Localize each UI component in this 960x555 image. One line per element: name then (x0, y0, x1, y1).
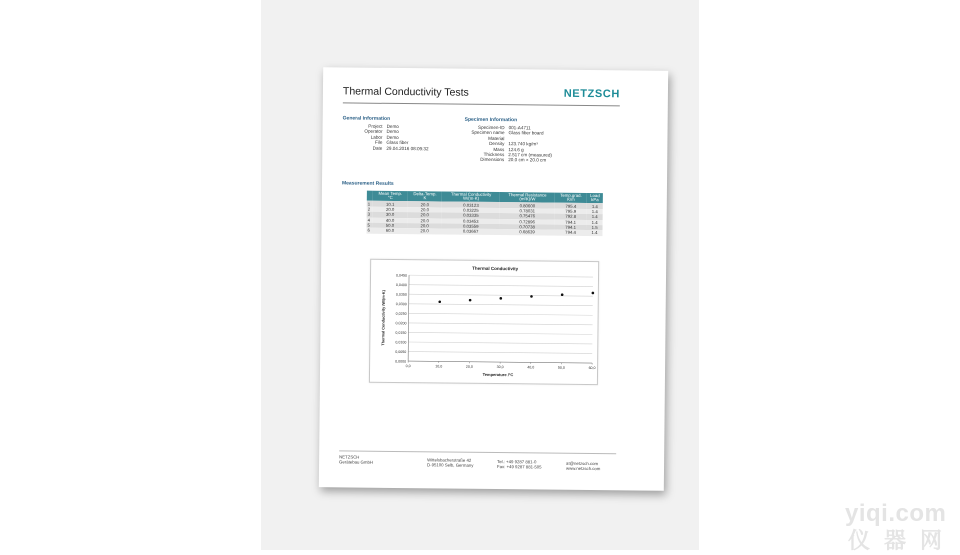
report-page (319, 67, 668, 491)
measurement-results-table (366, 191, 602, 236)
table-cell: 1.4 (587, 203, 603, 209)
info-key: Specimen name (465, 130, 509, 136)
data-point (469, 299, 472, 302)
info-key: Labor (342, 134, 386, 140)
footer-line: Fax: +49 9287 881-505 (497, 464, 542, 470)
table-cell: 20.0 (407, 223, 441, 229)
info-value: 29.04.2016 08:09:32 (386, 145, 428, 151)
document-title: Thermal Conductivity Tests (343, 85, 469, 98)
general-info-list (342, 123, 428, 151)
header-name: Load (588, 194, 602, 199)
info-key: Dimensions (464, 157, 508, 163)
general-info-heading: General Information (343, 115, 391, 121)
info-row (342, 145, 428, 151)
footer-line: Gerätebau GmbH (339, 460, 373, 466)
table-cell: 0.78031 (500, 208, 555, 214)
header-unit: K/m (556, 198, 586, 203)
header-name: Temp.grad. (556, 193, 586, 198)
header-unit: W/(m·K) (443, 197, 499, 202)
info-value: 123.740 kg/m³ (508, 141, 537, 147)
data-point (499, 297, 502, 300)
table-cell: 1 (367, 201, 373, 206)
footer-line: Tel.: +49 9287 881-0 (497, 459, 542, 465)
table-cell: 1.4 (587, 209, 603, 215)
y-tick-label: 0,0400 (396, 283, 407, 287)
data-point (592, 292, 595, 295)
table-cell: 0.70738 (500, 224, 555, 230)
info-key: Date (342, 145, 386, 151)
header-unit: K (409, 196, 441, 201)
table-cell: 0.75476 (500, 213, 555, 219)
table-header-cell (408, 191, 442, 202)
table-cell: 0.03453 (442, 218, 500, 224)
info-row (464, 157, 552, 163)
info-key: File (342, 140, 386, 146)
info-key: Thickness (464, 152, 508, 158)
specimen-info-list (464, 125, 552, 164)
x-tick-label: 20,0 (466, 365, 473, 369)
y-tick-label: 0,0350 (396, 293, 407, 297)
info-key: Operator (343, 129, 387, 135)
specimen-info-heading: Specimen Information (465, 117, 518, 124)
info-value: Demo (387, 124, 399, 130)
info-key: Specimen-ID (465, 125, 509, 131)
header-unit: kPa (588, 198, 602, 203)
thermal-conductivity-chart (369, 259, 599, 385)
table-cell: 0.72896 (500, 219, 555, 225)
footer-divider (339, 450, 616, 454)
gridline (409, 275, 593, 277)
table-cell: 0.80600 (500, 202, 555, 208)
info-key: Mass (464, 146, 508, 152)
gridline (408, 352, 592, 354)
y-axis-label: Thermal Conductivity /W/(m·K) (381, 289, 386, 345)
gridline (409, 294, 593, 296)
info-key: Density (464, 141, 508, 147)
chart-svg (370, 260, 598, 384)
table-cell: 795.4 (555, 203, 587, 209)
table-cell: 1.4 (587, 214, 603, 220)
table-cell: 0.03123 (442, 202, 500, 208)
header-divider (343, 102, 620, 106)
footer-phone (497, 459, 542, 470)
gridline (409, 323, 593, 325)
table-cell: 794.4 (555, 230, 587, 236)
footer-address (427, 457, 473, 468)
info-value: Demo (387, 129, 399, 135)
y-tick-label: 0,0050 (395, 350, 406, 354)
table-cell: 40.0 (373, 217, 408, 223)
info-key: Project (343, 123, 387, 129)
measurement-results-heading: Measurement Results (342, 180, 394, 187)
info-value: Demo (386, 135, 398, 141)
watermark-domain: yiqi.com (845, 500, 946, 528)
table-cell: 20.0 (408, 207, 442, 213)
table-cell: 792.8 (555, 214, 587, 220)
table-cell: 794.1 (555, 225, 587, 231)
header-name: Delta-Temp. (409, 192, 441, 197)
y-tick-label: 0,0150 (395, 331, 406, 335)
table-cell: 30.0 (373, 212, 408, 218)
info-key: Material (464, 136, 508, 142)
footer-line: www.netzsch.com (566, 466, 600, 472)
x-axis-label: Temperature /°C (483, 372, 514, 377)
y-tick-label: 0,0000 (395, 359, 406, 363)
table-cell: 20.0 (373, 207, 408, 213)
table-cell: 1.4 (587, 220, 603, 226)
footer-company (339, 454, 373, 465)
watermark-chinese: 仪器网 (848, 524, 956, 555)
x-tick-label: 60,0 (589, 366, 596, 370)
header-unit: (m²K)/W (501, 197, 554, 202)
table-header-cell (373, 191, 408, 202)
footer-line: at@netzsch.com (566, 461, 600, 467)
y-tick-label: 0,0250 (396, 312, 407, 316)
x-tick-label: 50,0 (558, 366, 565, 370)
table-cell: 1.4 (587, 230, 603, 236)
table-header-cell (555, 193, 587, 204)
info-value: 20.0 cm × 20.0 cm (508, 158, 546, 164)
y-axis-line (408, 275, 409, 361)
table-cell: 20.0 (408, 212, 442, 218)
table-cell: 5 (367, 223, 373, 228)
table-cell: 20.0 (407, 228, 441, 234)
y-tick-label: 0,0450 (396, 273, 407, 277)
footer-contact (566, 461, 601, 472)
table-cell: 3 (367, 212, 373, 217)
table-cell: 0.03559 (442, 223, 500, 229)
info-value: 001-A4711 (509, 125, 531, 131)
table-cell: 20.0 (408, 202, 442, 208)
info-value: Glass fiber board (508, 131, 543, 137)
gridline (409, 313, 593, 315)
x-tick-label: 30,0 (497, 365, 504, 369)
footer-line: Wittelsbacherstraße 42 (427, 457, 473, 463)
gridline (408, 332, 592, 334)
table-cell: 795.9 (555, 208, 587, 214)
table-cell: 0.03335 (442, 213, 500, 219)
table-cell: 1.5 (587, 225, 603, 231)
info-value: 124.6 g (508, 147, 523, 153)
netzsch-logo: NETZSCH (564, 88, 620, 101)
table-cell: 794.1 (555, 219, 587, 225)
gridline (408, 342, 592, 344)
table-cell: 10.1 (373, 201, 408, 207)
y-tick-label: 0,0200 (396, 321, 407, 325)
x-tick-label: 40,0 (527, 365, 534, 369)
header-unit: °C (374, 196, 407, 201)
table-cell: 6 (366, 228, 372, 233)
table-cell: 0.03667 (442, 229, 500, 235)
data-point (438, 300, 441, 303)
table-cell: 0.68639 (500, 229, 555, 235)
gridline (409, 285, 593, 287)
gridline (409, 304, 593, 306)
table-cell: 4 (367, 217, 373, 222)
footer-line: NETZSCH (339, 454, 373, 460)
table-cell: 2 (367, 206, 373, 211)
info-value: 2.517 cm (measured) (508, 152, 552, 158)
table-header-cell (500, 192, 555, 203)
table-cell: 0.03225 (442, 207, 500, 213)
header-name: Thermal Resistance (501, 193, 554, 198)
chart-title: Thermal Conductivity (472, 266, 519, 271)
x-tick-label: 0,0 (406, 364, 411, 368)
y-tick-label: 0,0100 (395, 340, 406, 344)
table-cell: 50.0 (373, 223, 408, 229)
table-cell: 20.0 (407, 218, 441, 224)
x-tick-label: 10,0 (435, 364, 442, 368)
footer-line: D-95100 Selb, Germany (427, 463, 473, 469)
table-header-cell (587, 193, 603, 204)
info-value: Glass fiber (386, 140, 408, 146)
table-header-cell (442, 191, 500, 202)
header-name: Thermal Conductivity (443, 192, 499, 197)
header-name: Mean Temp. (374, 192, 407, 197)
table-cell: 60.0 (372, 228, 407, 234)
y-tick-label: 0,0300 (396, 302, 407, 306)
